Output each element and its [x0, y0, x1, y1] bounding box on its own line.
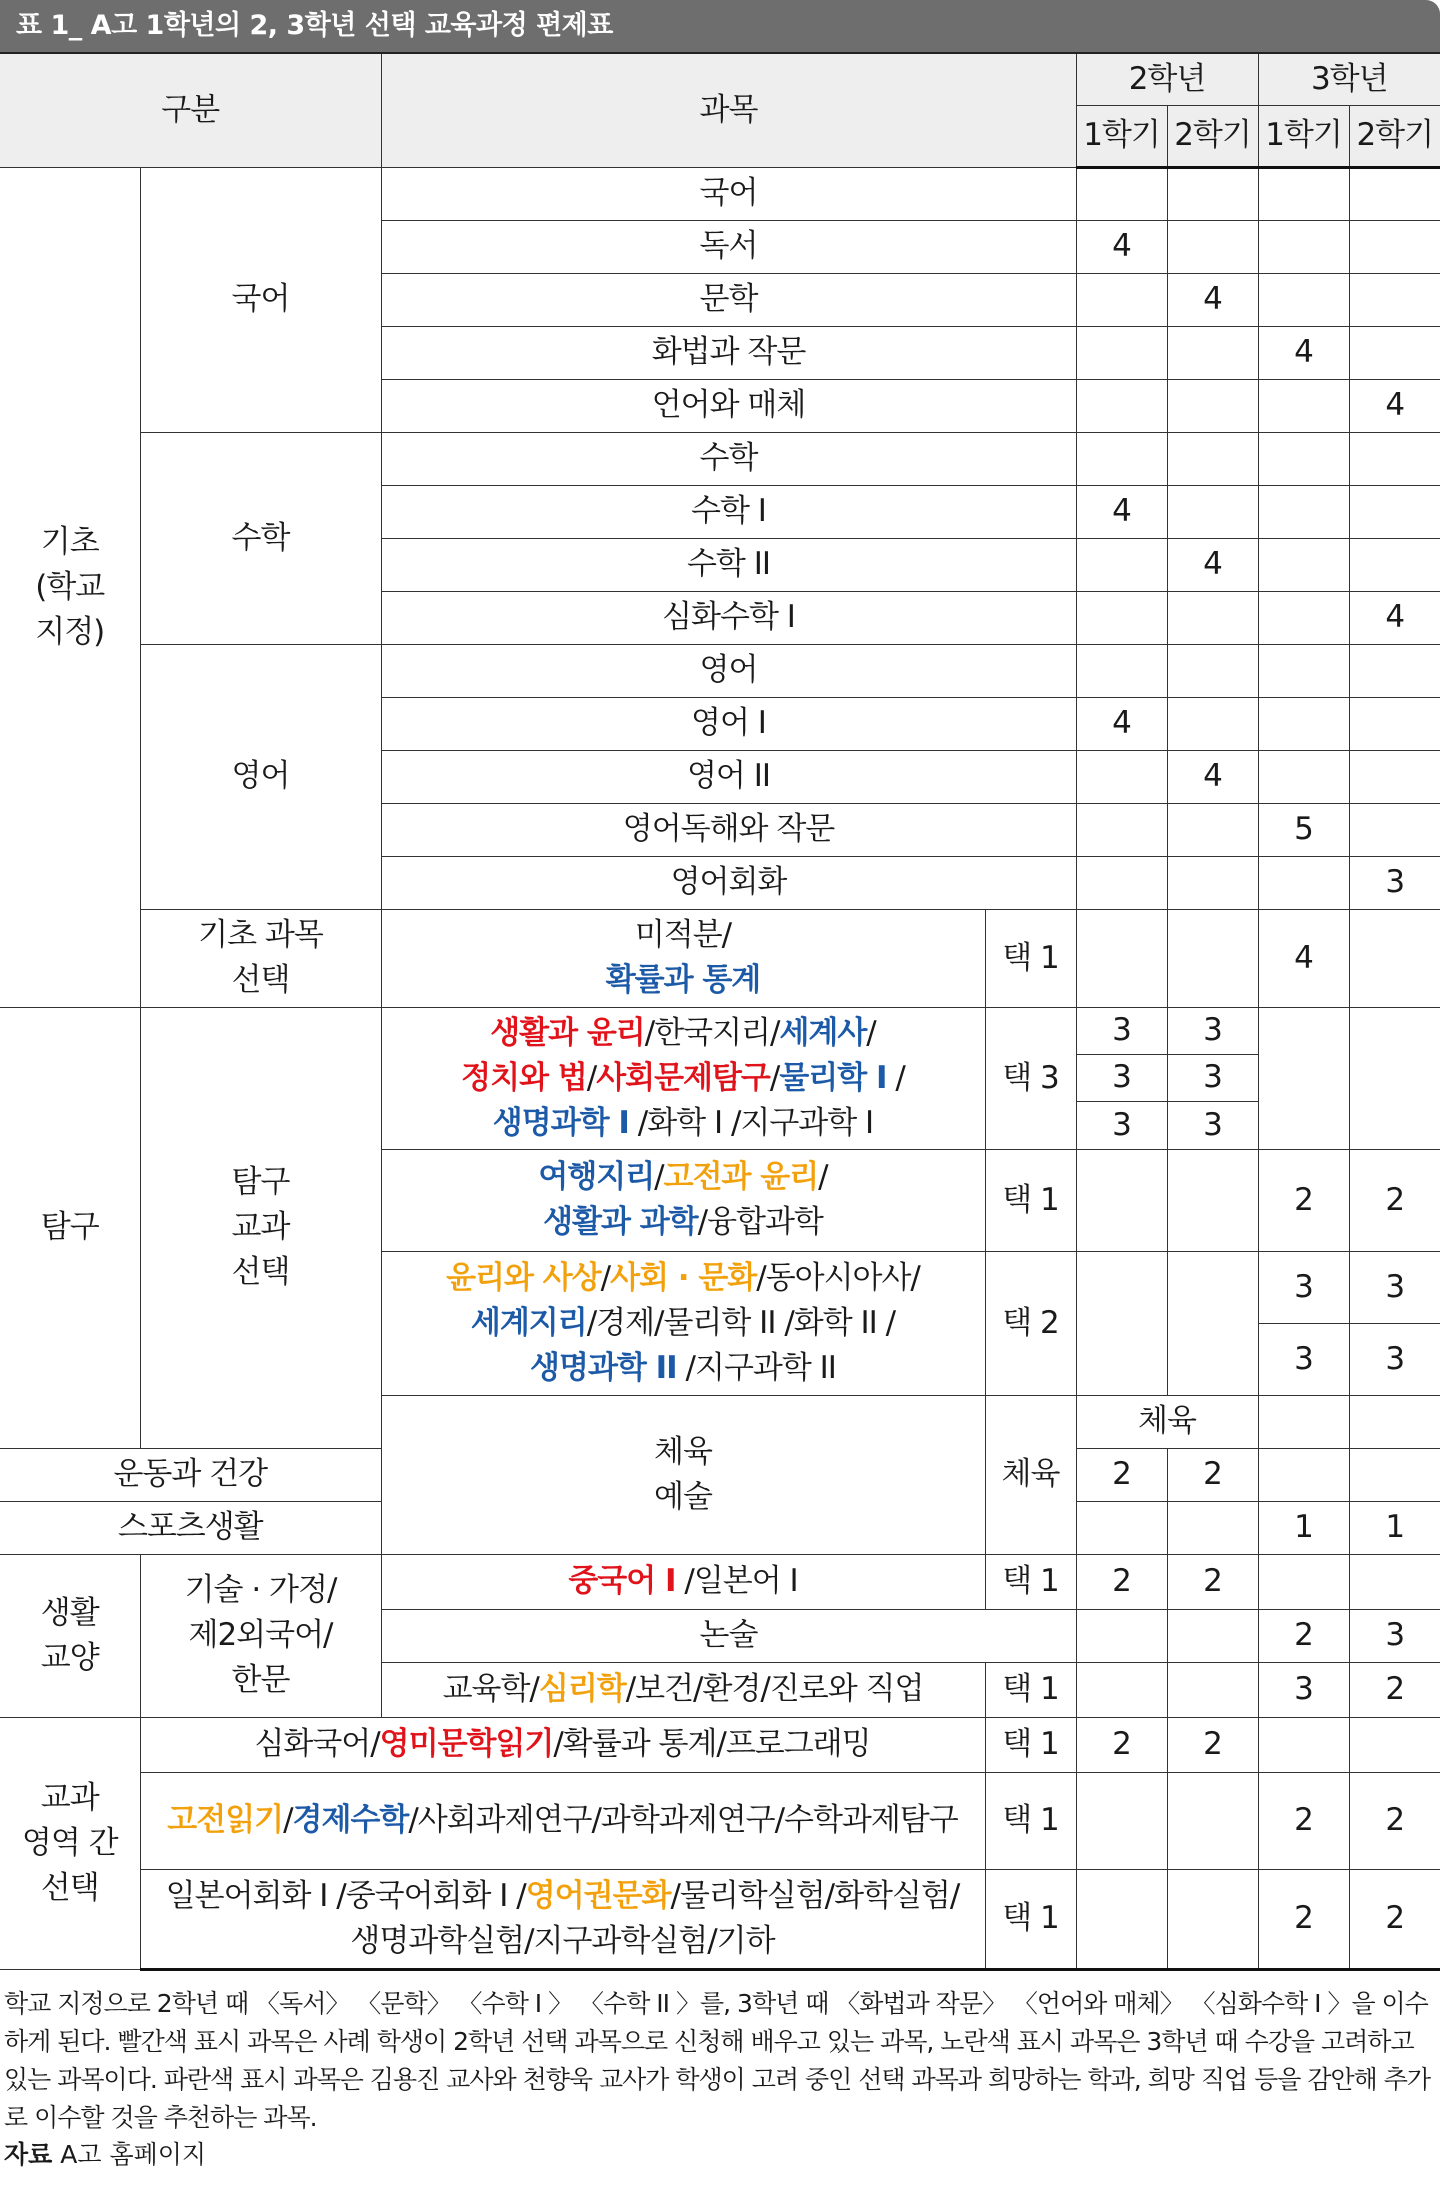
blue-subject: 세계사: [779, 1014, 867, 1051]
credit-cell: 4: [1076, 485, 1167, 538]
subject-text: /물리학실험/화학실험/: [670, 1877, 960, 1914]
header-g2-sem2: 2학기: [1167, 105, 1258, 167]
credit-cell: [1258, 1448, 1349, 1501]
subject-cell: [140, 1869, 985, 1969]
credit-cell: 3: [1076, 1101, 1167, 1149]
subject-cell: 영어회화: [381, 856, 1076, 909]
credit-cell: 3: [1167, 1054, 1258, 1101]
credit-cell: [1076, 909, 1167, 1007]
subject-text: /확률과 통계/프로그래밍: [553, 1726, 871, 1762]
subject-text: /일본어 I: [675, 1563, 798, 1599]
subject-text: /: [600, 1259, 611, 1296]
yellow-subject: 사회 · 문화: [610, 1259, 757, 1296]
yellow-subject: 윤리와 사상: [446, 1259, 601, 1296]
credit-cell: 4: [1076, 220, 1167, 273]
subject-text: /경제/물리학 II /화학 II /: [586, 1304, 896, 1341]
subject-cell: [381, 909, 985, 1007]
blue-subject: 생명과학 I: [492, 1104, 629, 1141]
credit-cell: [1076, 803, 1167, 856]
credit-cell: [1076, 1501, 1167, 1554]
subject-cell: [140, 1772, 985, 1869]
credit-cell: [1076, 538, 1167, 591]
subject-cell: 수학: [381, 432, 1076, 485]
header-grade3: 3학년: [1258, 53, 1440, 105]
subject-line: 미적분/: [634, 917, 732, 953]
credit-cell: 2: [1349, 1149, 1440, 1251]
credit-cell: 2: [1167, 1448, 1258, 1501]
subject-cell: [381, 1149, 985, 1251]
choice-cell: 택 1: [985, 1717, 1076, 1772]
subject-line: [382, 1200, 985, 1245]
subject-line: [382, 1101, 985, 1146]
credit-cell: [1349, 220, 1440, 273]
choice-cell: 택 1: [985, 1149, 1076, 1251]
credit-cell: [1349, 538, 1440, 591]
credit-cell: [1076, 856, 1167, 909]
credit-cell: [1076, 1662, 1167, 1717]
credit-cell: 2: [1349, 1869, 1440, 1969]
subject-text: /보건/환경/진로와 직업: [625, 1671, 924, 1707]
choice-cell: 택 3: [985, 1007, 1076, 1149]
credit-cell: [1349, 1554, 1440, 1609]
subject-cell: 영어 I: [381, 697, 1076, 750]
subject-text: /동아시아사/: [756, 1259, 920, 1296]
credit-cell: [1258, 1395, 1349, 1448]
credit-cell: 1: [1258, 1501, 1349, 1554]
credit-cell: [1167, 1772, 1258, 1869]
blue-subject: 생명과학 II: [530, 1349, 677, 1386]
subject-cell: 스포츠생활: [0, 1501, 381, 1554]
credit-cell: 3: [1349, 1609, 1440, 1662]
credit-cell: [1167, 485, 1258, 538]
subject-cell: 영어: [381, 644, 1076, 697]
credit-cell: 3: [1167, 1101, 1258, 1149]
subgroup-basic-choice: 기초 과목 선택: [140, 909, 381, 1007]
credit-cell: [1076, 1251, 1167, 1395]
credit-cell: [1167, 1609, 1258, 1662]
group-basic: 기초 (학교 지정): [0, 167, 140, 1007]
credit-cell: [1349, 326, 1440, 379]
subject-line: [382, 1056, 985, 1101]
credit-cell: 2: [1076, 1448, 1167, 1501]
credit-cell: [1167, 220, 1258, 273]
group-pe-arts: 체육 예술: [381, 1395, 985, 1554]
subject-cell: 심화수학 I: [381, 591, 1076, 644]
subject-cell: 논술: [381, 1609, 1076, 1662]
group-inquiry: 탐구: [0, 1007, 140, 1448]
subject-cell: [381, 1251, 985, 1395]
choice-cell: 택 1: [985, 1662, 1076, 1717]
red-subject: 영미문학읽기: [379, 1726, 554, 1762]
credit-cell: [1076, 750, 1167, 803]
credit-cell: 4: [1076, 697, 1167, 750]
credit-cell: 3: [1349, 1251, 1440, 1323]
credit-cell: [1349, 644, 1440, 697]
credit-cell: [1349, 750, 1440, 803]
credit-cell: 2: [1258, 1772, 1349, 1869]
subject-line: [382, 1301, 985, 1346]
subgroup-inquiry-choice: 탐구 교과 선택: [140, 1007, 381, 1448]
subject-cell: [381, 1662, 985, 1717]
subject-text: /: [818, 1159, 828, 1195]
subject-cell: [381, 1554, 985, 1609]
subgroup-pe: 체육: [985, 1395, 1076, 1554]
blue-subject: 경제수학: [292, 1802, 409, 1838]
red-subject: 정치와 법: [461, 1059, 587, 1096]
subject-line: [382, 1011, 985, 1056]
subject-cell: [381, 1007, 985, 1149]
subgroup-korean: 국어: [140, 167, 381, 432]
credit-cell: [1349, 273, 1440, 326]
credit-cell: [1349, 1448, 1440, 1501]
credit-cell: [1258, 644, 1349, 697]
choice-cell: 택 1: [985, 1772, 1076, 1869]
subgroup-life: 기술 · 가정/ 제2외국어/ 한문: [140, 1554, 381, 1717]
credit-cell: [1258, 1717, 1349, 1772]
subject-line-blue: 확률과 통계: [605, 962, 761, 998]
subject-line: [141, 1874, 985, 1919]
credit-cell: [1167, 432, 1258, 485]
subject-cell: 수학 II: [381, 538, 1076, 591]
subject-cell: 영어 II: [381, 750, 1076, 803]
subject-text: /: [586, 1059, 597, 1096]
header-g2-sem1: 1학기: [1076, 105, 1167, 167]
subject-line: [382, 1346, 985, 1391]
red-subject: 중국어 I: [568, 1563, 676, 1599]
credit-cell: 3: [1258, 1251, 1349, 1323]
subject-cell: 화법과 작문: [381, 326, 1076, 379]
yellow-subject: 고전읽기: [167, 1802, 284, 1838]
blue-subject: 생활과 과학: [543, 1204, 698, 1240]
blue-subject: 물리학 I: [779, 1059, 887, 1096]
credit-cell: 2: [1167, 1717, 1258, 1772]
credit-cell: [1349, 909, 1440, 1007]
credit-cell: [1349, 167, 1440, 220]
credit-cell: [1258, 432, 1349, 485]
credit-cell: 2: [1258, 1609, 1349, 1662]
credit-cell: [1258, 273, 1349, 326]
subgroup-math: 수학: [140, 432, 381, 644]
credit-cell: [1258, 856, 1349, 909]
credit-cell: [1167, 1501, 1258, 1554]
credit-cell: [1167, 379, 1258, 432]
subject-text: 심화국어/: [254, 1726, 380, 1762]
credit-cell: 3: [1076, 1054, 1167, 1101]
choice-cell: 택 1: [985, 1869, 1076, 1969]
subject-text: /지구과학 II: [676, 1349, 836, 1386]
credit-cell: [1076, 591, 1167, 644]
credit-cell: [1258, 379, 1349, 432]
subject-cell: 언어와 매체: [381, 379, 1076, 432]
credit-cell: [1167, 1251, 1258, 1395]
credit-cell: 4: [1167, 273, 1258, 326]
credit-cell: [1076, 432, 1167, 485]
credit-cell: 2: [1258, 1869, 1349, 1969]
subject-cell: [140, 1717, 985, 1772]
credit-cell: [1076, 1869, 1167, 1969]
group-life: 생활 교양: [0, 1554, 140, 1717]
choice-cell: 택 1: [985, 1554, 1076, 1609]
blue-subject: 세계지리: [470, 1304, 587, 1341]
subject-cell: 수학 I: [381, 485, 1076, 538]
subject-text: /: [886, 1059, 905, 1096]
subject-cell: 체육: [1076, 1395, 1258, 1448]
header-g3-sem1: 1학기: [1258, 105, 1349, 167]
credit-cell: [1167, 1662, 1258, 1717]
credit-cell: 2: [1258, 1149, 1349, 1251]
credit-cell: 2: [1349, 1662, 1440, 1717]
subject-text: 교육학/: [442, 1671, 539, 1707]
group-cross: 교과 영역 간 선택: [0, 1717, 140, 1969]
subject-text: /사회과제연구/과학과제연구/수학과제탐구: [408, 1802, 958, 1838]
subject-text: /: [654, 1159, 664, 1195]
credit-cell: 2: [1167, 1554, 1258, 1609]
subject-text: /: [866, 1014, 876, 1051]
yellow-subject: 심리학: [538, 1671, 626, 1707]
subject-text: /한국지리/: [644, 1014, 780, 1051]
header-g3-sem2: 2학기: [1349, 105, 1440, 167]
credit-cell: 3: [1076, 1007, 1167, 1054]
credit-cell: 3: [1349, 856, 1440, 909]
credit-cell: [1167, 909, 1258, 1007]
choice-cell: 택 1: [985, 909, 1076, 1007]
credit-cell: [1167, 856, 1258, 909]
credit-cell: [1258, 1554, 1349, 1609]
credit-cell: [1349, 1395, 1440, 1448]
subject-cell: 영어독해와 작문: [381, 803, 1076, 856]
yellow-subject: 영어권문화: [525, 1877, 671, 1914]
table-title: 표 1_ A고 1학년의 2, 3학년 선택 교육과정 편제표: [0, 0, 1440, 52]
credit-cell: [1258, 220, 1349, 273]
credit-cell: 3: [1349, 1323, 1440, 1395]
credit-cell: [1076, 1149, 1167, 1251]
blue-subject: 여행지리: [538, 1159, 655, 1195]
choice-cell: 택 2: [985, 1251, 1076, 1395]
credit-cell: 1: [1349, 1501, 1440, 1554]
credit-cell: [1076, 326, 1167, 379]
subgroup-english: 영어: [140, 644, 381, 909]
header-grade2: 2학년: [1076, 53, 1258, 105]
red-subject: 생활과 윤리: [490, 1014, 645, 1051]
credit-cell: 4: [1349, 379, 1440, 432]
credit-cell: 3: [1258, 1662, 1349, 1717]
credit-cell: [1258, 538, 1349, 591]
curriculum-table: [0, 52, 1440, 1971]
credit-cell: [1349, 697, 1440, 750]
subject-line: [382, 1256, 985, 1301]
subject-text: /화학 I /지구과학 I: [628, 1104, 874, 1141]
subject-text: /융합과학: [697, 1204, 823, 1240]
credit-cell: [1349, 1717, 1440, 1772]
subject-text: /: [769, 1059, 780, 1096]
header-category: 구분: [0, 53, 381, 167]
red-subject: 사회문제탐구: [596, 1059, 770, 1096]
credit-cell: 3: [1258, 1323, 1349, 1395]
credit-cell: [1258, 750, 1349, 803]
header-subject: 과목: [381, 53, 1076, 167]
credit-cell: [1076, 379, 1167, 432]
credit-cell: [1167, 1149, 1258, 1251]
source-text: A고 홈페이지: [52, 2139, 207, 2169]
yellow-subject: 고전과 윤리: [663, 1159, 819, 1195]
credit-cell: 3: [1167, 1007, 1258, 1054]
credit-cell: [1076, 273, 1167, 326]
credit-cell: [1349, 1007, 1440, 1149]
source-line: [0, 2137, 1440, 2173]
subject-line: 생명과학실험/지구과학실험/기하: [350, 1922, 775, 1959]
credit-cell: 4: [1167, 750, 1258, 803]
credit-cell: [1167, 697, 1258, 750]
credit-cell: [1349, 432, 1440, 485]
subject-text: 일본어회화 I /중국어회화 I /: [165, 1877, 526, 1914]
credit-cell: [1167, 1869, 1258, 1969]
subject-cell: 국어: [381, 167, 1076, 220]
credit-cell: 4: [1258, 909, 1349, 1007]
source-label: 자료: [4, 2139, 53, 2169]
credit-cell: [1258, 1007, 1349, 1149]
credit-cell: 2: [1349, 1772, 1440, 1869]
table-note: 학교 지정으로 2학년 때 〈독서〉 〈문학〉 〈수학 I 〉 〈수학 II 〉를, 3학년 때 〈화법과 작문〉 〈언어와 매체〉 〈심화수학 I 〉을 이수하게 된다. 빨간색 표시 과목은 사례 학생이 2학년 선택 과목으로 신청해 배우고 있는 과목, 노란색 표시 과목은 3학년 때 수강을 고려하고 있는 과목이다. 파란색 표시 과목은 김용진 교사와 천향욱 교사가 학생이 고려 중인 선택 과목과 희망하는 학과, 희망 직업 등을 감안해 추가로 이수할 것을 추천하는 과목.: [4, 1988, 1431, 2132]
credit-cell: [1349, 803, 1440, 856]
credit-cell: 2: [1076, 1717, 1167, 1772]
credit-cell: [1258, 167, 1349, 220]
credit-cell: 4: [1349, 591, 1440, 644]
credit-cell: [1167, 644, 1258, 697]
credit-cell: [1258, 697, 1349, 750]
subject-cell: 운동과 건강: [0, 1448, 381, 1501]
credit-cell: [1167, 167, 1258, 220]
credit-cell: 5: [1258, 803, 1349, 856]
credit-cell: [1258, 485, 1349, 538]
credit-cell: [1349, 485, 1440, 538]
credit-cell: [1076, 1772, 1167, 1869]
credit-cell: [1258, 591, 1349, 644]
credit-cell: [1167, 803, 1258, 856]
credit-cell: 4: [1167, 538, 1258, 591]
subject-cell: 독서: [381, 220, 1076, 273]
credit-cell: [1076, 1609, 1167, 1662]
credit-cell: [1076, 644, 1167, 697]
credit-cell: 4: [1258, 326, 1349, 379]
credit-cell: [1076, 167, 1167, 220]
subject-line: [382, 1155, 985, 1200]
credit-cell: [1167, 591, 1258, 644]
credit-cell: [1167, 326, 1258, 379]
credit-cell: 2: [1076, 1554, 1167, 1609]
subject-cell: 문학: [381, 273, 1076, 326]
subject-text: /: [283, 1802, 293, 1838]
